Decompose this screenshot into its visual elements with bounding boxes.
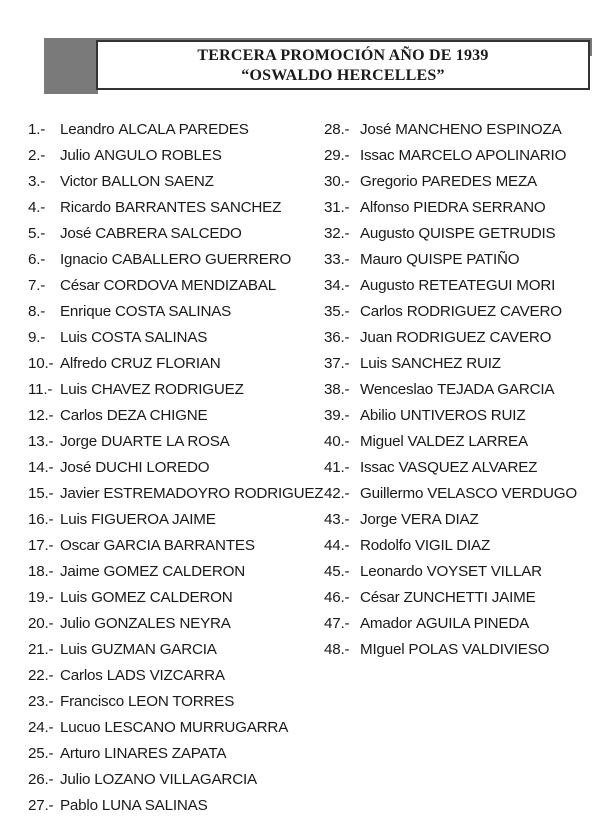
first-name: Carlos xyxy=(60,407,103,424)
title-box xyxy=(96,40,590,90)
first-name: Abilio xyxy=(360,407,396,424)
last-name: GARCIA BARRANTES xyxy=(103,537,255,554)
first-name: Augusto xyxy=(360,225,415,242)
last-name: FIGUEROA JAIME xyxy=(91,511,216,528)
item-number: 24.- xyxy=(28,719,54,736)
item-number: 19.- xyxy=(28,589,54,606)
first-name: César xyxy=(360,589,400,606)
last-name: ANGULO ROBLES xyxy=(94,147,222,164)
item-number: 18.- xyxy=(28,563,54,580)
item-number: 44.- xyxy=(324,537,350,554)
list-item xyxy=(28,299,328,325)
first-name: Carlos xyxy=(360,303,403,320)
first-name: Jaime xyxy=(60,563,100,580)
item-number: 33.- xyxy=(324,251,350,268)
item-number: 1.- xyxy=(28,121,46,138)
list-item xyxy=(324,221,614,247)
last-name: CRUZ FLORIAN xyxy=(110,355,221,372)
item-number: 48.- xyxy=(324,641,350,658)
list-item xyxy=(28,715,328,741)
list-item xyxy=(28,481,328,507)
list-item xyxy=(324,559,614,585)
last-name: MANCHENO ESPINOZA xyxy=(395,121,562,138)
first-name: Miguel xyxy=(360,433,404,450)
last-name: COSTA SALINAS xyxy=(91,329,208,346)
first-name: Gregorio xyxy=(360,173,418,190)
last-name: GUZMAN GARCIA xyxy=(91,641,217,658)
first-name: Rodolfo xyxy=(360,537,411,554)
first-name: Ignacio xyxy=(60,251,108,268)
last-name: LINARES ZAPATA xyxy=(104,745,227,762)
first-name: Pablo xyxy=(60,797,98,814)
item-number: 29.- xyxy=(324,147,350,164)
title-line-1: TERCERA PROMOCIÓN AÑO DE 1939 xyxy=(197,47,489,64)
last-name: CHAVEZ RODRIGUEZ xyxy=(91,381,244,398)
item-number: 39.- xyxy=(324,407,350,424)
left-name-list xyxy=(28,117,328,819)
last-name: ZUNCHETTI JAIME xyxy=(403,589,536,606)
last-name: VALDEZ LARREA xyxy=(407,433,528,450)
item-number: 8.- xyxy=(28,303,46,320)
first-name: Alfonso xyxy=(360,199,410,216)
list-item xyxy=(324,117,614,143)
item-number: 2.- xyxy=(28,147,46,164)
list-item xyxy=(324,585,614,611)
last-name: CABRERA SALCEDO xyxy=(95,225,242,242)
first-name: Augusto xyxy=(360,277,415,294)
item-number: 22.- xyxy=(28,667,54,684)
item-number: 21.- xyxy=(28,641,54,658)
list-item xyxy=(28,325,328,351)
list-item xyxy=(324,377,614,403)
last-name: GOMEZ CALDERON xyxy=(91,589,233,606)
list-item xyxy=(28,663,328,689)
first-name: Victor xyxy=(60,173,98,190)
right-name-list xyxy=(324,117,614,663)
list-item xyxy=(28,767,328,793)
list-item xyxy=(28,507,328,533)
first-name: Arturo xyxy=(60,745,101,762)
last-name: UNTIVEROS RUIZ xyxy=(399,407,526,424)
list-item xyxy=(28,585,328,611)
first-name: Luis xyxy=(60,329,88,346)
title-banner xyxy=(44,38,592,94)
last-name: LEON TORRES xyxy=(128,693,235,710)
list-item xyxy=(324,455,614,481)
list-item xyxy=(324,247,614,273)
list-item xyxy=(28,429,328,455)
list-item xyxy=(324,143,614,169)
first-name: Oscar xyxy=(60,537,100,554)
last-name: VASQUEZ ALVAREZ xyxy=(398,459,538,476)
item-number: 28.- xyxy=(324,121,350,138)
last-name: RODRIGUEZ CAVERO xyxy=(406,303,562,320)
first-name: Mauro xyxy=(360,251,403,268)
first-name: Luis xyxy=(60,381,88,398)
first-name: José xyxy=(360,121,392,138)
last-name: GONZALES NEYRA xyxy=(94,615,231,632)
last-name: CABALLERO GUERRERO xyxy=(111,251,292,268)
item-number: 9.- xyxy=(28,329,46,346)
first-name: Lucuo xyxy=(60,719,101,736)
last-name: DEZA CHIGNE xyxy=(106,407,208,424)
item-number: 4.- xyxy=(28,199,46,216)
item-number: 17.- xyxy=(28,537,54,554)
first-name: Julio xyxy=(60,771,91,788)
last-name: LOZANO VILLAGARCIA xyxy=(94,771,257,788)
list-item xyxy=(324,611,614,637)
item-number: 7.- xyxy=(28,277,46,294)
first-name: Luis xyxy=(60,589,88,606)
list-item xyxy=(28,377,328,403)
last-name: DUCHI LOREDO xyxy=(95,459,210,476)
item-number: 31.- xyxy=(324,199,350,216)
item-number: 27.- xyxy=(28,797,54,814)
last-name: TEJADA GARCIA xyxy=(437,381,555,398)
first-name: Luis xyxy=(60,511,88,528)
last-name: LUNA SALINAS xyxy=(101,797,208,814)
item-number: 42.- xyxy=(324,485,350,502)
first-name: Leandro xyxy=(60,121,115,138)
first-name: Issac xyxy=(360,459,395,476)
first-name: Juan xyxy=(360,329,393,346)
item-number: 26.- xyxy=(28,771,54,788)
first-name: José xyxy=(60,225,92,242)
list-item xyxy=(28,117,328,143)
item-number: 6.- xyxy=(28,251,46,268)
item-number: 37.- xyxy=(324,355,350,372)
first-name: Carlos xyxy=(60,667,103,684)
list-item xyxy=(28,351,328,377)
last-name: VIGIL DIAZ xyxy=(414,537,491,554)
list-item xyxy=(324,507,614,533)
item-number: 43.- xyxy=(324,511,350,528)
item-number: 16.- xyxy=(28,511,54,528)
last-name: VELASCO VERDUGO xyxy=(427,485,577,502)
list-item xyxy=(324,351,614,377)
list-item xyxy=(28,637,328,663)
item-number: 12.- xyxy=(28,407,54,424)
last-name: PIEDRA SERRANO xyxy=(413,199,546,216)
first-name: Enrique xyxy=(60,303,111,320)
last-name: COSTA SALINAS xyxy=(114,303,232,320)
last-name: BALLON SAENZ xyxy=(101,173,214,190)
item-number: 41.- xyxy=(324,459,350,476)
last-name: QUISPE PATIÑO xyxy=(406,251,520,268)
list-item xyxy=(324,195,614,221)
first-name: Jorge xyxy=(60,433,97,450)
list-item xyxy=(28,221,328,247)
last-name: BARRANTES SANCHEZ xyxy=(114,199,282,216)
last-name: ALCALA PAREDES xyxy=(118,121,249,138)
list-item xyxy=(28,273,328,299)
item-number: 14.- xyxy=(28,459,54,476)
last-name: POLAS VALDIVIESO xyxy=(408,641,550,658)
first-name: Wenceslao xyxy=(360,381,434,398)
list-item xyxy=(28,689,328,715)
list-item xyxy=(324,481,614,507)
last-name: CORDOVA MENDIZABAL xyxy=(103,277,277,294)
item-number: 35.- xyxy=(324,303,350,320)
first-name: Ricardo xyxy=(60,199,111,216)
list-item xyxy=(28,455,328,481)
last-name: LESCANO MURRUGARRA xyxy=(104,719,289,736)
list-item xyxy=(28,793,328,819)
first-name: Issac xyxy=(360,147,395,164)
first-name: Julio xyxy=(60,615,91,632)
last-name: MARCELO APOLINARIO xyxy=(398,147,567,164)
last-name: ESTREMADOYRO RODRIGUEZ xyxy=(103,485,324,502)
last-name: GOMEZ CALDERON xyxy=(103,563,246,580)
item-number: 10.- xyxy=(28,355,54,372)
first-name: Leonardo xyxy=(360,563,423,580)
list-item xyxy=(324,325,614,351)
first-name: César xyxy=(60,277,100,294)
list-item xyxy=(324,403,614,429)
last-name: PAREDES MEZA xyxy=(421,173,537,190)
title-line-2: “OSWALDO HERCELLES” xyxy=(241,67,445,84)
last-name: VERA DIAZ xyxy=(401,511,479,528)
item-number: 46.- xyxy=(324,589,350,606)
list-item xyxy=(28,195,328,221)
list-item xyxy=(28,741,328,767)
list-item xyxy=(324,637,614,663)
list-item xyxy=(324,429,614,455)
first-name: José xyxy=(60,459,92,476)
item-number: 36.- xyxy=(324,329,350,346)
last-name: DUARTE LA ROSA xyxy=(101,433,230,450)
first-name: Javier xyxy=(60,485,100,502)
last-name: QUISPE GETRUDIS xyxy=(418,225,556,242)
banner-shadow-left xyxy=(44,38,98,94)
first-name: Guillermo xyxy=(360,485,424,502)
item-number: 38.- xyxy=(324,381,350,398)
list-item xyxy=(28,143,328,169)
first-name: MIguel xyxy=(360,641,405,658)
last-name: RETEATEGUI MORI xyxy=(418,277,556,294)
list-item xyxy=(324,273,614,299)
item-number: 25.- xyxy=(28,745,54,762)
item-number: 47.- xyxy=(324,615,350,632)
item-number: 3.- xyxy=(28,173,46,190)
item-number: 32.- xyxy=(324,225,350,242)
list-item xyxy=(324,533,614,559)
list-item xyxy=(28,611,328,637)
list-item xyxy=(324,299,614,325)
first-name: Luis xyxy=(360,355,388,372)
first-name: Luis xyxy=(60,641,88,658)
item-number: 34.- xyxy=(324,277,350,294)
list-item xyxy=(28,533,328,559)
first-name: Amador xyxy=(360,615,412,632)
list-item xyxy=(28,169,328,195)
last-name: AGUILA PINEDA xyxy=(415,615,530,632)
last-name: LADS VIZCARRA xyxy=(106,667,225,684)
item-number: 15.- xyxy=(28,485,54,502)
list-item xyxy=(28,247,328,273)
item-number: 23.- xyxy=(28,693,54,710)
last-name: SANCHEZ RUIZ xyxy=(391,355,501,372)
first-name: Francisco xyxy=(60,693,125,710)
first-name: Jorge xyxy=(360,511,397,528)
last-name: RODRIGUEZ CAVERO xyxy=(396,329,552,346)
item-number: 13.- xyxy=(28,433,54,450)
item-number: 11.- xyxy=(28,381,53,398)
item-number: 20.- xyxy=(28,615,54,632)
item-number: 40.- xyxy=(324,433,350,450)
item-number: 5.- xyxy=(28,225,46,242)
last-name: VOYSET VILLAR xyxy=(426,563,542,580)
first-name: Alfredo xyxy=(60,355,107,372)
list-item xyxy=(28,559,328,585)
first-name: Julio xyxy=(60,147,91,164)
list-item xyxy=(28,403,328,429)
item-number: 30.- xyxy=(324,173,350,190)
list-item xyxy=(324,169,614,195)
item-number: 45.- xyxy=(324,563,350,580)
